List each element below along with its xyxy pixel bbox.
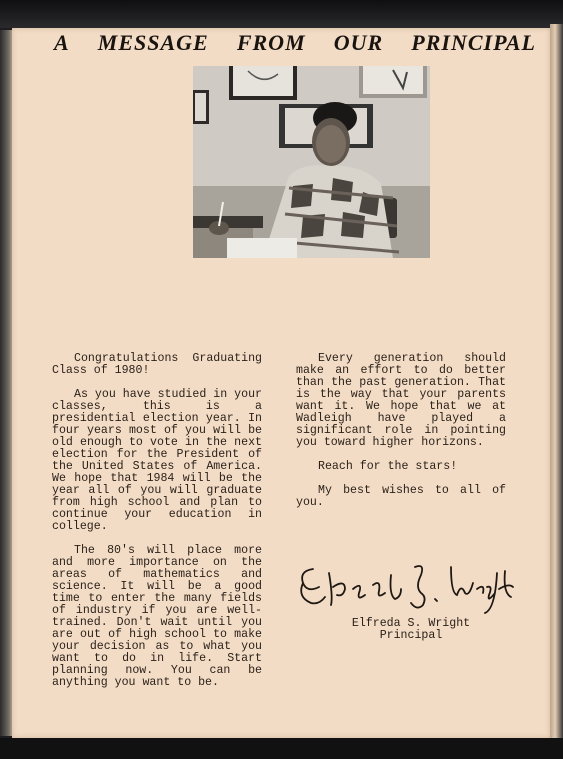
principal-photo	[193, 66, 430, 258]
signature-block	[296, 618, 526, 642]
letter-right-column	[296, 353, 506, 521]
title-word: MESSAGE	[97, 30, 209, 55]
letter-paragraph: My best wishes to all of you.	[296, 484, 506, 509]
letter-paragraph: Reach for the stars!	[318, 460, 458, 473]
principal-name: Elfreda S. Wright	[351, 617, 471, 630]
letter-left-column	[52, 353, 262, 701]
letter-paragraph: As you have studied in your classes, this is a presidential election year. In four years most of you will be old enough to vote in the next election for the President of the United States of America. We hope that 1984 will be the year all of you will graduate from high school and plan to continue your education in college.	[52, 388, 262, 533]
title-word: FROM	[236, 30, 306, 55]
title-word: A	[54, 30, 70, 55]
right-page-edge	[550, 24, 563, 742]
letter-paragraph: Every generation should make an effort to do better than the past generation. That is the way that your parents want it. We hope that we at Wadleigh have played a significant role in pointing you toward higher horizons.	[296, 352, 506, 449]
handwritten-signature	[289, 553, 523, 615]
page-title	[12, 28, 550, 58]
title-word: PRINCIPAL	[411, 30, 536, 55]
title-word: OUR	[333, 30, 384, 55]
letter-paragraph: The 80's will place more and more importance on the areas of mathematics and science. It will be a good time to enter the many fields of industry if you are well-trained. Don't wait until you are out of high school to make your decision as to what you want to do in life. Start planning now. You can be anything you want to be.	[52, 544, 262, 689]
principal-title: Principal	[379, 629, 443, 642]
top-border	[0, 0, 563, 28]
letter-paragraph: Congratulations Graduating Class of 1980!	[52, 352, 262, 377]
bottom-border	[0, 738, 563, 759]
